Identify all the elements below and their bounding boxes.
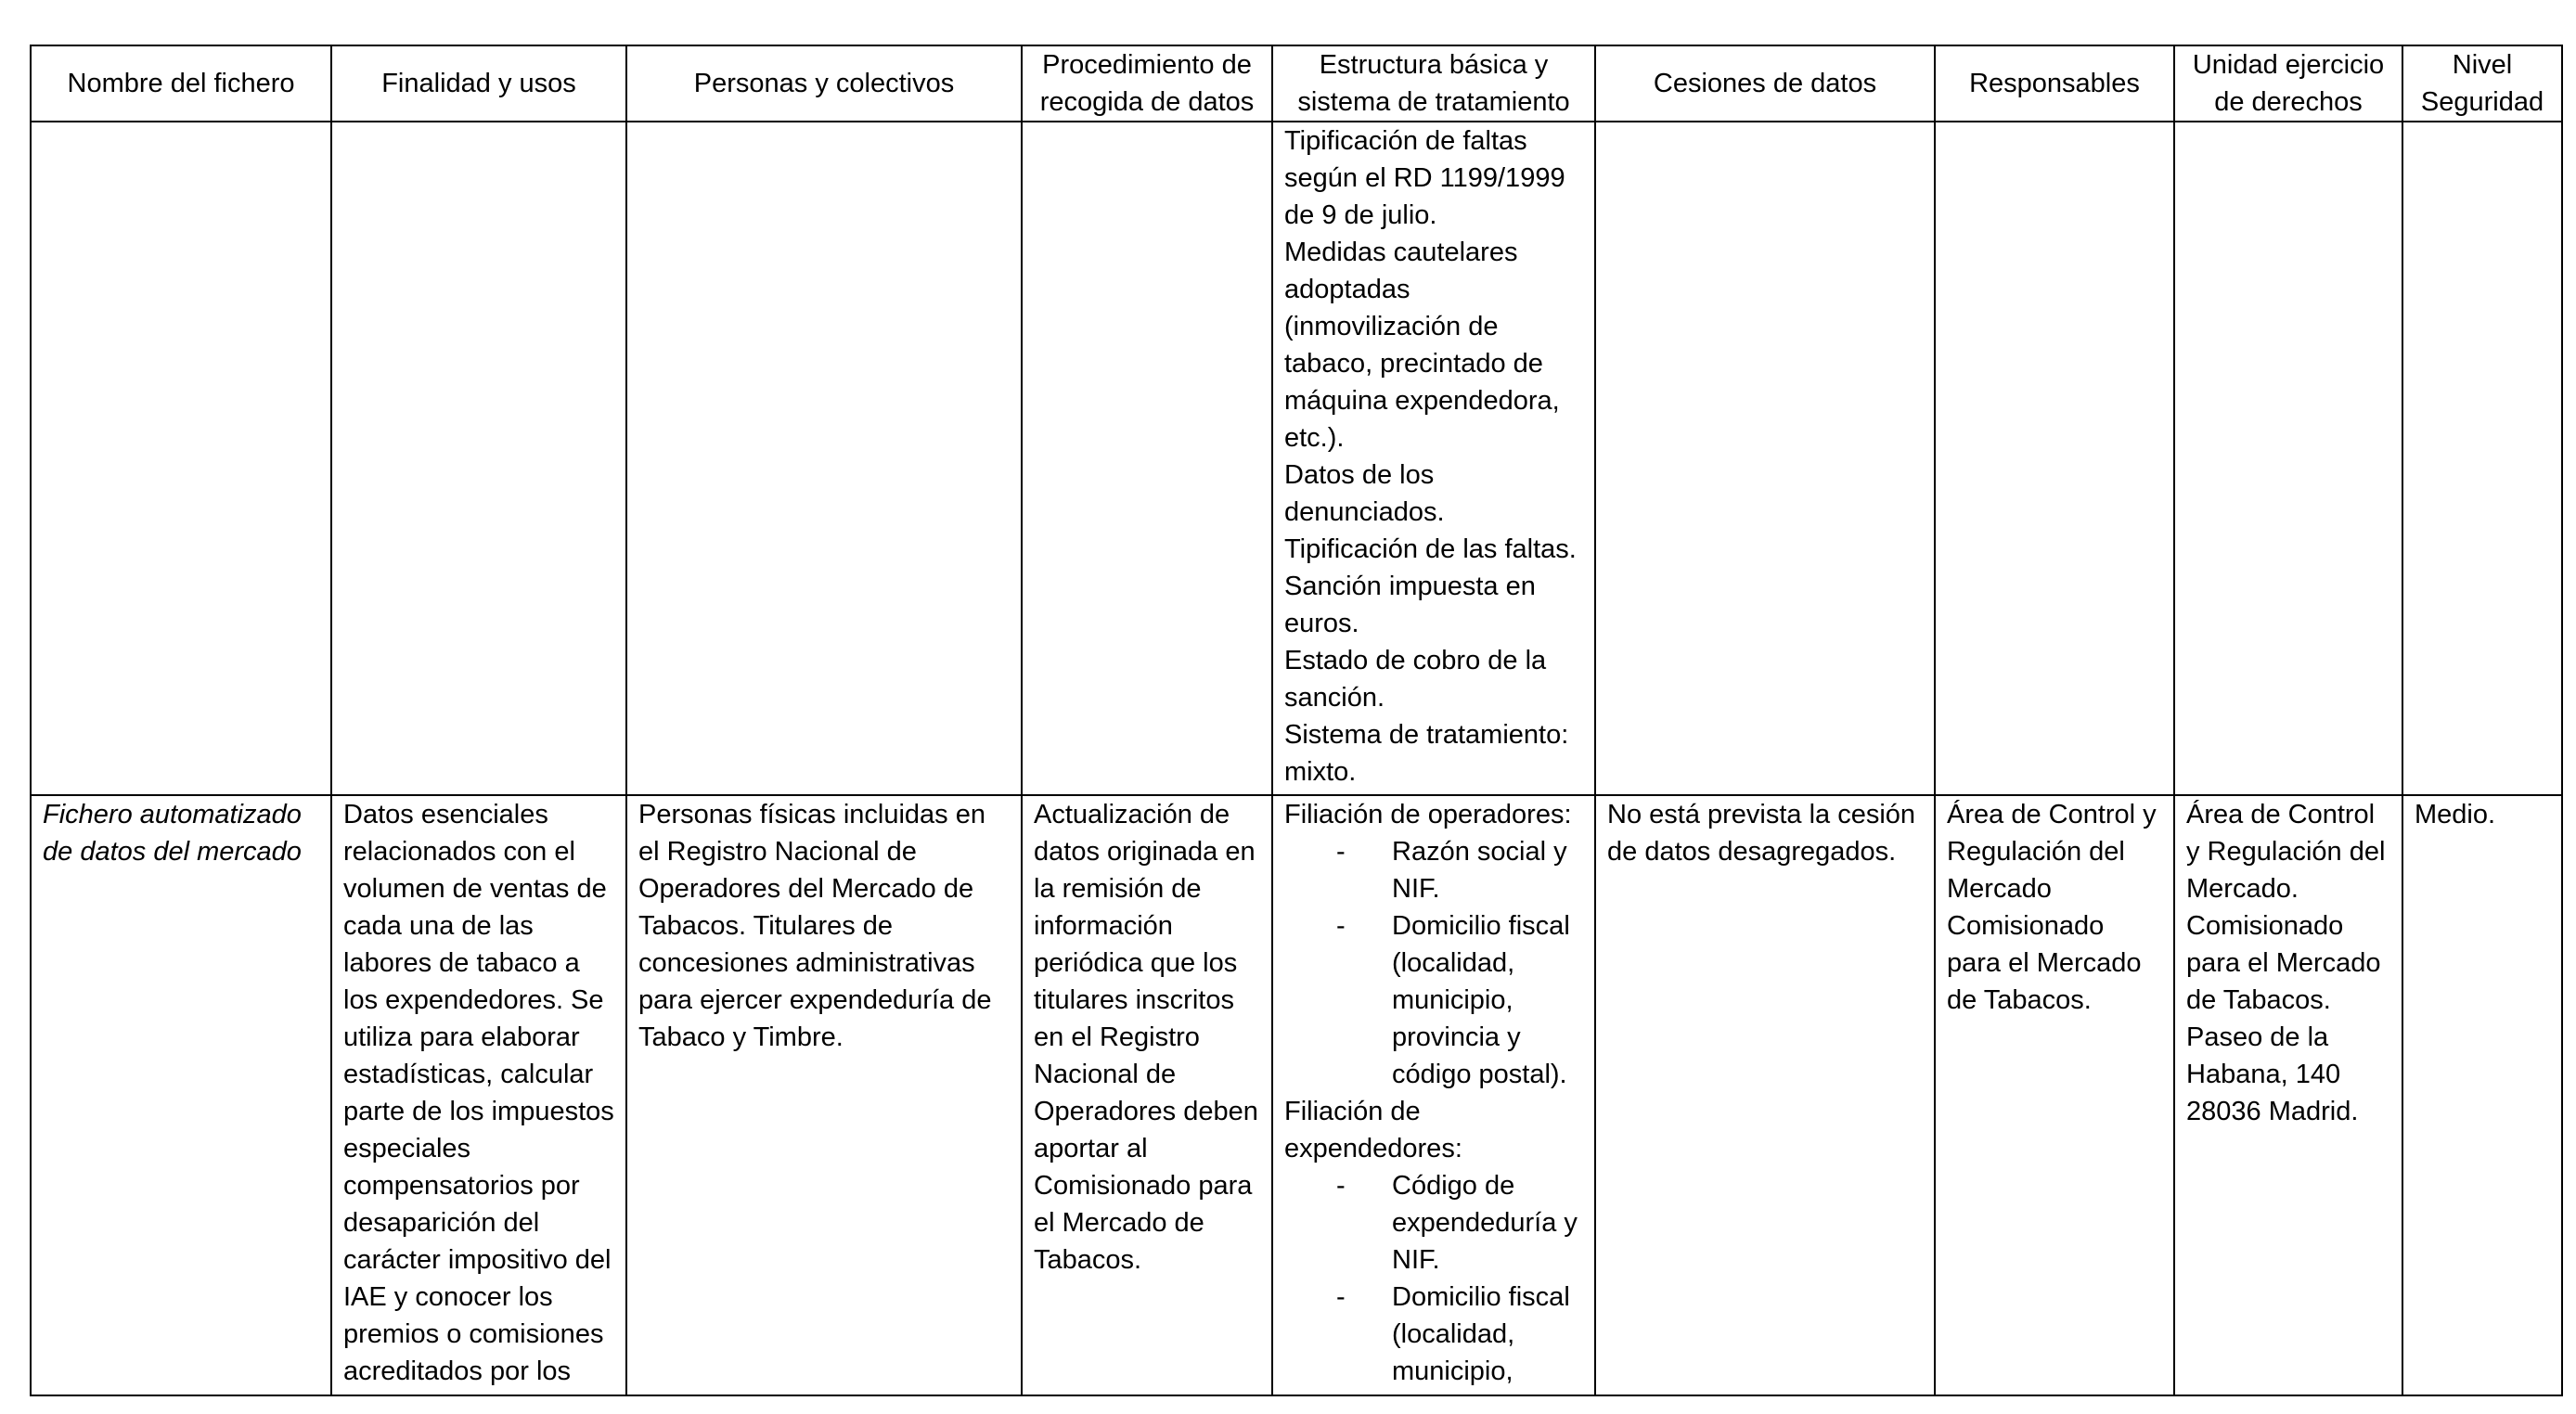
cell-responsables — [1935, 122, 2174, 795]
cell-nombre: Fichero automatizado de datos del mercado — [31, 795, 331, 1395]
header-unidad: Unidad ejercicio de derechos — [2174, 45, 2402, 122]
list-item-text: Domicilio fiscal (localidad, municipio, — [1392, 1282, 1570, 1386]
operadores-list-item — [1284, 907, 1585, 1093]
header-cesiones: Cesiones de datos — [1595, 45, 1935, 122]
cell-cesiones — [1595, 122, 1935, 795]
cell-nivel — [2402, 122, 2562, 795]
cell-nombre — [31, 122, 331, 795]
estructura-line: Datos de los denunciados. — [1284, 460, 1445, 527]
estructura-line: Sanción impuesta en euros. — [1284, 572, 1536, 638]
cell-responsables: Área de Control y Regulación del Mercado Comisionado para el Mercado de Tabacos. — [1935, 795, 2174, 1395]
header-responsables: Responsables — [1935, 45, 2174, 122]
header-procedimiento: Procedimiento de recogida de datos — [1022, 45, 1272, 122]
cell-procedimiento: Actualización de datos originada en la remisión de información periódica que los titulares inscritos en el Registro Nacional de Operadores deben aportar al Comisionado para el Mercado de Tabacos. — [1022, 795, 1272, 1395]
cell-nivel: Medio. — [2402, 795, 2562, 1395]
table-row — [31, 795, 2562, 1395]
list-item-text: Domicilio fiscal (localidad, municipio, provincia y código postal). — [1392, 911, 1570, 1089]
estructura-line: Tipificación de las faltas. — [1284, 534, 1577, 564]
estructura-line: Estado de cobro de la sanción. — [1284, 646, 1547, 713]
cell-unidad: Área de Control y Regulación del Mercado. Comisionado para el Mercado de Tabacos. Paseo de la Habana, 140 28036 Madrid. — [2174, 795, 2402, 1395]
dash-bullet: - — [1336, 1282, 1346, 1312]
cell-personas: Personas físicas incluidas en el Registro Nacional de Operadores del Mercado de Tabacos. Titulares de concesiones administrativas para ejercer expendeduría de Tabaco y Timbre. — [626, 795, 1022, 1395]
cell-finalidad — [331, 122, 626, 795]
cell-estructura — [1272, 122, 1595, 795]
header-nombre: Nombre del fichero — [31, 45, 331, 122]
dash-bullet: - — [1336, 1171, 1346, 1201]
expendedores-list-item — [1284, 1279, 1585, 1390]
cell-unidad — [2174, 122, 2402, 795]
cell-cesiones: No está prevista la cesión de datos desagregados. — [1595, 795, 1935, 1395]
table-row — [31, 122, 2562, 795]
expendedores-heading: Filiación de expendedores: — [1284, 1097, 1462, 1163]
cell-personas — [626, 122, 1022, 795]
list-item-text: Código de expendeduría y NIF. — [1392, 1171, 1578, 1275]
dash-bullet: - — [1336, 837, 1346, 867]
cell-finalidad: Datos esenciales relacionados con el volumen de ventas de cada una de las labores de tabaco a los expendedores. Se utiliza para elaborar estadísticas, calcular parte de los impuestos especiales compensatorios por desaparición del carácter impositivo del IAE y conocer los premios o comisiones acreditados por los — [331, 795, 626, 1395]
cell-estructura — [1272, 795, 1595, 1395]
header-finalidad: Finalidad y usos — [331, 45, 626, 122]
header-row — [31, 45, 2562, 122]
header-personas: Personas y colectivos — [626, 45, 1022, 122]
dash-bullet: - — [1336, 911, 1346, 941]
operadores-heading: Filiación de operadores: — [1284, 800, 1572, 829]
operadores-list-item — [1284, 833, 1585, 907]
header-estructura: Estructura básica y sistema de tratamiento — [1272, 45, 1595, 122]
list-item-text: Razón social y NIF. — [1392, 837, 1567, 904]
expendedores-list-item — [1284, 1167, 1585, 1279]
cell-procedimiento — [1022, 122, 1272, 795]
estructura-line: Sistema de tratamiento: mixto. — [1284, 720, 1569, 787]
estructura-line: Tipificación de faltas según el RD 1199/1999 de 9 de julio. — [1284, 126, 1565, 230]
data-files-table — [30, 45, 2563, 1396]
header-nivel: Nivel Seguridad — [2402, 45, 2562, 122]
estructura-line: Medidas cautelares adoptadas (inmovilización de tabaco, precintado de máquina expendedora, etc.). — [1284, 238, 1560, 453]
